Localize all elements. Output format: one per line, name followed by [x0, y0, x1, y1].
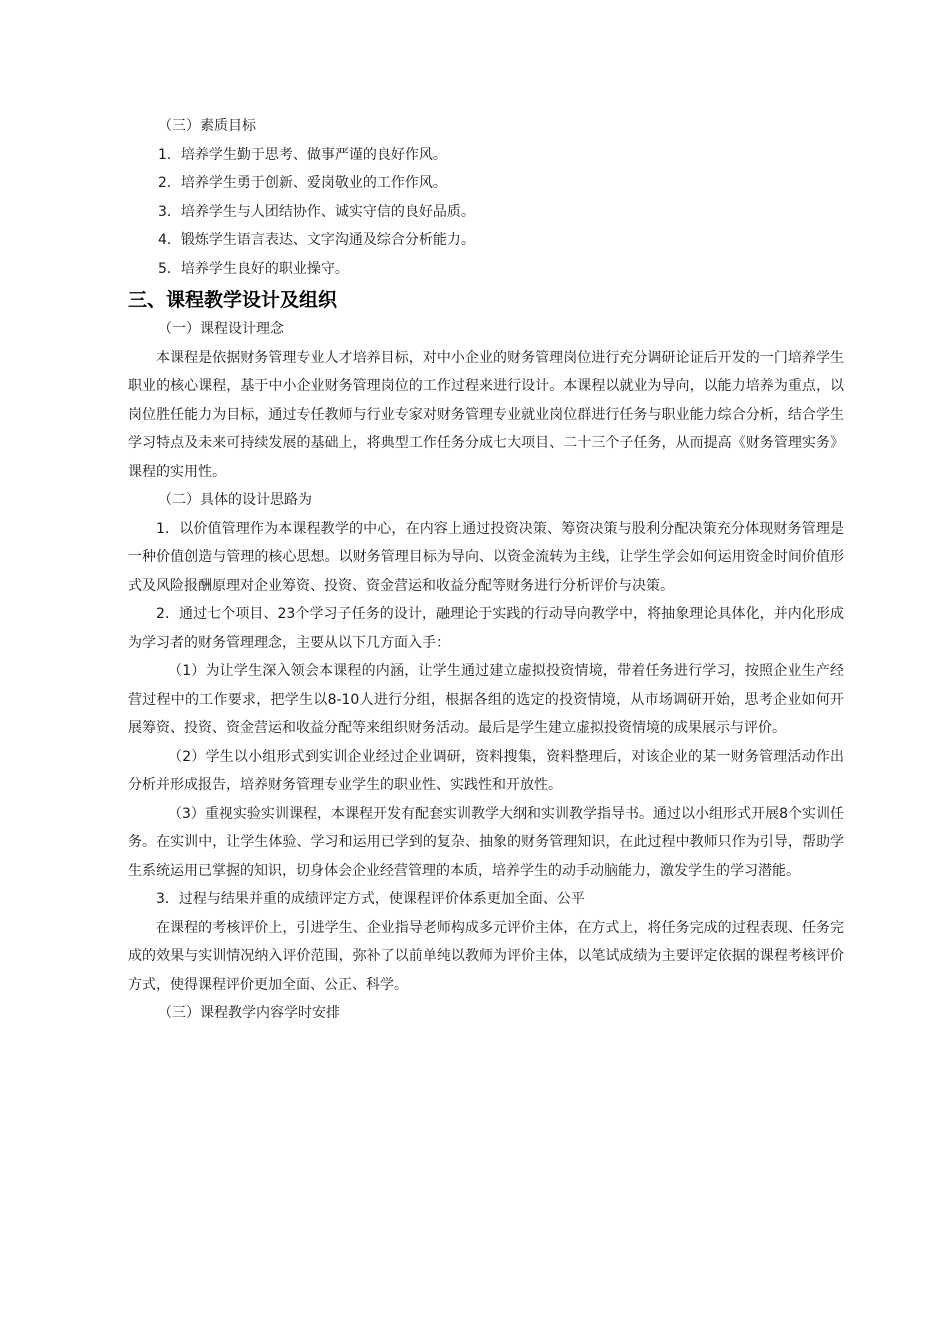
paragraph: 2．通过七个项目、23个学习子任务的设计，融理论于实践的行动导向教学中，将抽象理论具体化，并内化形成为学习者的财务管理理念，主要从以下几方面入手：	[128, 606, 844, 651]
goal-item: 2．培养学生勇于创新、爱岗敬业的工作作风。	[158, 175, 447, 191]
list-item: （2）学生以小组形式到实训企业经过企业调研，资料搜集，资料整理后，对该企业的某一财务管理活动作出分析并形成报告，培养财务管理专业学生的职业性、实践性和开放性。	[128, 748, 844, 793]
paragraph: 在课程的考核评价上，引进学生、企业指导老师构成多元评价主体，在方式上，将任务完成的过程表现、任务完成的效果与实训情况纳入评价范围，弥补了以前单纯以教师为评价主体，以笔试成绩为主要评定依据的课程考核评价方式，使得课程评价更加全面、公正、科学。	[128, 919, 844, 993]
paragraph: 本课程是依据财务管理专业人才培养目标，对中小企业的财务管理岗位进行充分调研论证后开发的一门培养学生职业的核心课程，基于中小企业财务管理岗位的工作过程来进行设计。本课程以就业为导向，以能力培养为重点，以岗位胜任能力为目标，通过专任教师与行业专家对财务管理专业就业岗位群进行任务与职业能力综合分析，结合学生学习特点及未来可持续发展的基础上，将典型工作任务分成七大项目、二十三个子任务，从而提高《财务管理实务》课程的实用性。	[128, 349, 844, 480]
list-item: （3）重视实验实训课程，本课程开发有配套实训教学大纲和实训教学指导书。通过以小组形式开展8个实训任务。在实训中，让学生体验、学习和运用已学到的复杂、抽象的财务管理知识，在此过程中教师只作为引导，帮助学生系统运用已掌握的知识，切身体会企业经营管理的本质，培养学生的动手动脑能力，激发学生的学习潜能。	[128, 805, 844, 879]
goal-item: 1．培养学生勤于思考、做事严谨的良好作风。	[158, 146, 447, 163]
section-title: 三、课程教学设计及组织	[128, 289, 338, 311]
subsection-heading-design-concept: （一）课程设计理念	[158, 321, 284, 337]
paragraph: 3．过程与结果并重的成绩评定方式，使课程评价体系更加全面、公平	[156, 891, 585, 907]
goal-item: 3．培养学生与人团结协作、诚实守信的良好品质。	[158, 203, 475, 220]
subsection-heading-design-ideas: （二）具体的设计思路为	[158, 492, 312, 508]
goal-item: 5．培养学生良好的职业操守。	[158, 260, 349, 277]
goal-item: 4．锻炼学生语言表达、文字沟通及综合分析能力。	[158, 232, 475, 248]
list-item: （1）为让学生深入领会本课程的内涵，让学生通过建立虚拟投资情境，带着任务进行学习，按照企业生产经营过程中的工作要求，把学生以8-10人进行分组，根据各组的选定的投资情境，从市场调研开始，思考企业如何开展筹资、投资、资金营运和收益分配等来组织财务活动。最后是学生建立虚拟投资情境的成果展示与评价。	[128, 663, 844, 736]
subsection-heading-quality-goals: （三）素质目标	[158, 118, 256, 134]
subsection-heading-hours-arrangement: （三）课程教学内容学时安排	[158, 1005, 340, 1021]
paragraph: 1．以价值管理作为本课程教学的中心，在内容上通过投资决策、筹资决策与股利分配决策充分体现财务管理是一种价值创造与管理的核心思想。以财务管理目标为导向、以资金流转为主线，让学生学会如何运用资金时间价值形式及风险报酬原理对企业筹资、投资、资金营运和收益分配等财务进行分析评价与决策。	[128, 520, 844, 594]
